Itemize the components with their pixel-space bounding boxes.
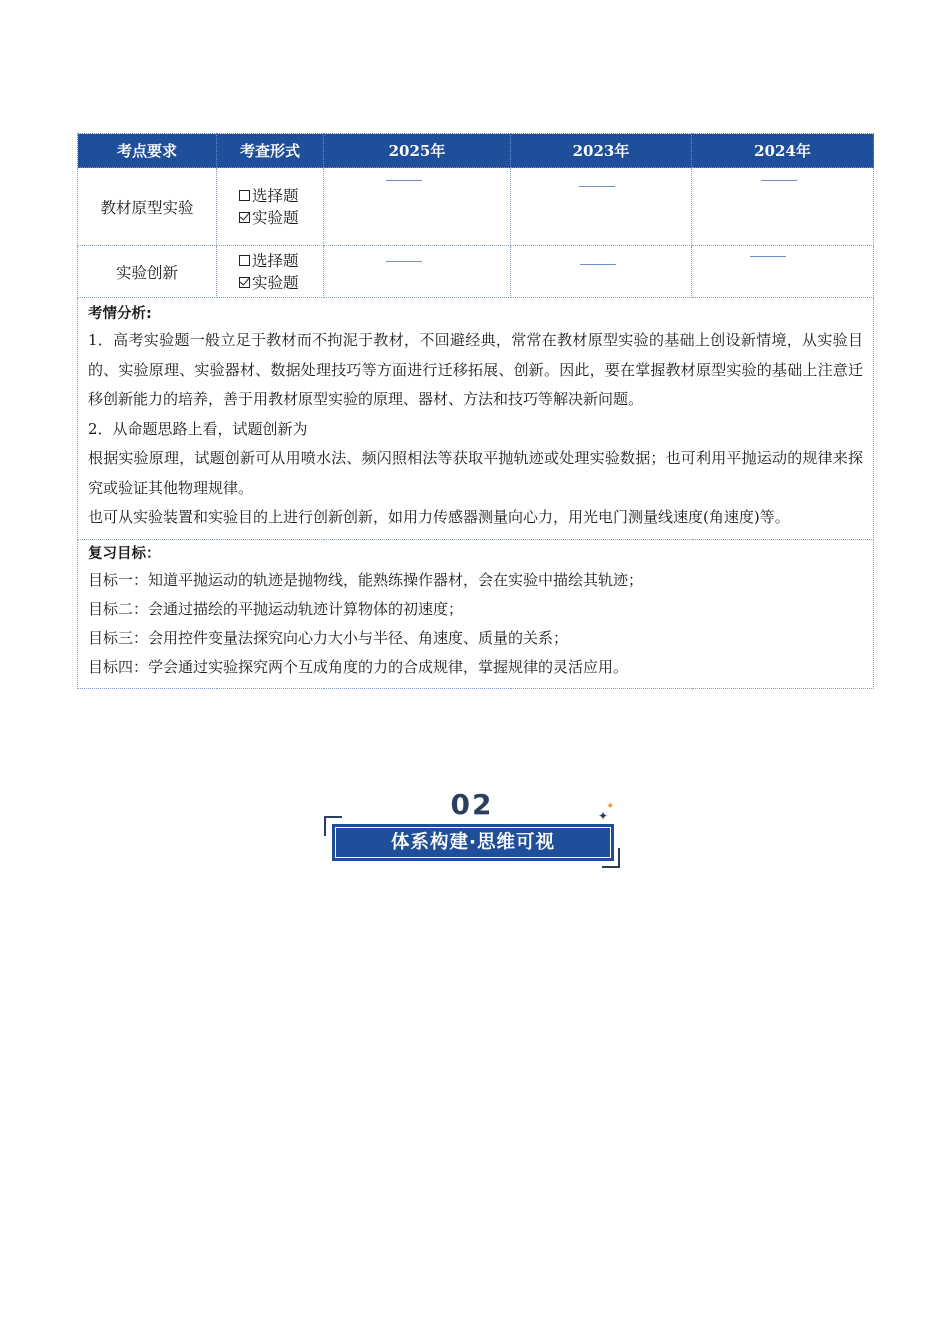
question-form-cell bbox=[217, 246, 324, 298]
year-2024-cell bbox=[692, 168, 874, 246]
option-multiple-choice bbox=[239, 185, 323, 207]
analysis-cell bbox=[78, 298, 874, 540]
analysis-paragraph: 根据实验原理，试题创新可从用喷水法、频闪照相法等获取平抛轨迹或处理实验数据；也可利用平抛运动的规律来探究或验证其他物理规律。 bbox=[88, 449, 863, 497]
blank-line bbox=[761, 180, 797, 181]
unchecked-box-icon bbox=[239, 255, 250, 266]
option-label: 选择题 bbox=[252, 186, 299, 205]
table-row bbox=[78, 246, 874, 298]
checked-box-icon bbox=[239, 212, 250, 223]
year-2025-cell bbox=[324, 168, 511, 246]
blank-line bbox=[386, 261, 422, 262]
section-number: 02 bbox=[450, 788, 494, 821]
table-header-row bbox=[78, 134, 874, 168]
review-goal: 目标一：知道平抛运动的轨迹是抛物线，能熟练操作器材，会在实验中描绘其轨迹； bbox=[88, 570, 644, 589]
header-year-2024: 2024年 bbox=[692, 134, 874, 168]
year-2024-cell bbox=[692, 246, 874, 298]
analysis-title: 考情分析: bbox=[88, 306, 152, 322]
row-category: 实验创新 bbox=[78, 246, 217, 298]
option-label: 选择题 bbox=[252, 251, 299, 270]
exam-overview-table bbox=[77, 133, 874, 689]
review-goal: 目标二：会通过描绘的平抛运动轨迹计算物体的初速度； bbox=[88, 599, 464, 618]
sparkle-icon: ✦ bbox=[598, 809, 609, 823]
review-row bbox=[78, 539, 874, 688]
option-experiment bbox=[239, 272, 323, 294]
review-title: 复习目标： bbox=[88, 545, 161, 562]
section-title: 体系构建·思维可视 bbox=[332, 824, 614, 861]
question-form-cell bbox=[217, 168, 324, 246]
option-label: 实验题 bbox=[252, 273, 299, 292]
row-category: 教材原型实验 bbox=[78, 168, 217, 246]
sparkle-icon: ✦ bbox=[606, 801, 615, 812]
review-cell bbox=[78, 539, 874, 688]
header-year-2023: 2023年 bbox=[511, 134, 692, 168]
analysis-paragraph: 也可从实验装置和实验目的上进行创新创新，如用力传感器测量向心力，用光电门测量线速度(角速度)等。 bbox=[88, 508, 790, 526]
review-goal: 目标三：会用控件变量法探究向心力大小与半径、角速度、质量的关系； bbox=[88, 628, 569, 647]
corner-bracket-decoration bbox=[602, 848, 620, 868]
analysis-row bbox=[78, 298, 874, 540]
blank-line bbox=[580, 264, 616, 265]
year-2025-cell bbox=[324, 246, 511, 298]
blank-line bbox=[579, 186, 615, 187]
review-goal: 目标四：学会通过实验探究两个互成角度的力的合成规律，掌握规律的灵活应用。 bbox=[88, 657, 629, 676]
analysis-paragraph: 1．高考实验题一般立足于教材而不拘泥于教材，不回避经典，常常在教材原型实验的基础上创设新情境，从实验目的、实验原理、实验器材、数据处理技巧等方面进行迁移拓展、创新。因此，要在掌握教材原型实验的基础上注意迁移创新能力的培养，善于用教材原型实验的原理、器材、方法和技巧等解决新问题。 bbox=[88, 331, 863, 408]
table-row bbox=[78, 168, 874, 246]
year-2023-cell bbox=[511, 246, 692, 298]
option-experiment bbox=[239, 207, 323, 229]
unchecked-box-icon bbox=[239, 190, 250, 201]
section-heading-badge bbox=[322, 788, 622, 870]
header-form: 考查形式 bbox=[217, 134, 324, 168]
blank-line bbox=[386, 180, 422, 181]
blank-line bbox=[750, 256, 786, 257]
option-multiple-choice bbox=[239, 250, 323, 272]
checked-box-icon bbox=[239, 277, 250, 288]
analysis-paragraph: 2．从命题思路上看，试题创新为 bbox=[88, 419, 308, 438]
header-requirement: 考点要求 bbox=[78, 134, 217, 168]
option-label: 实验题 bbox=[252, 208, 299, 227]
header-year-2025: 2025年 bbox=[324, 134, 511, 168]
year-2023-cell bbox=[511, 168, 692, 246]
